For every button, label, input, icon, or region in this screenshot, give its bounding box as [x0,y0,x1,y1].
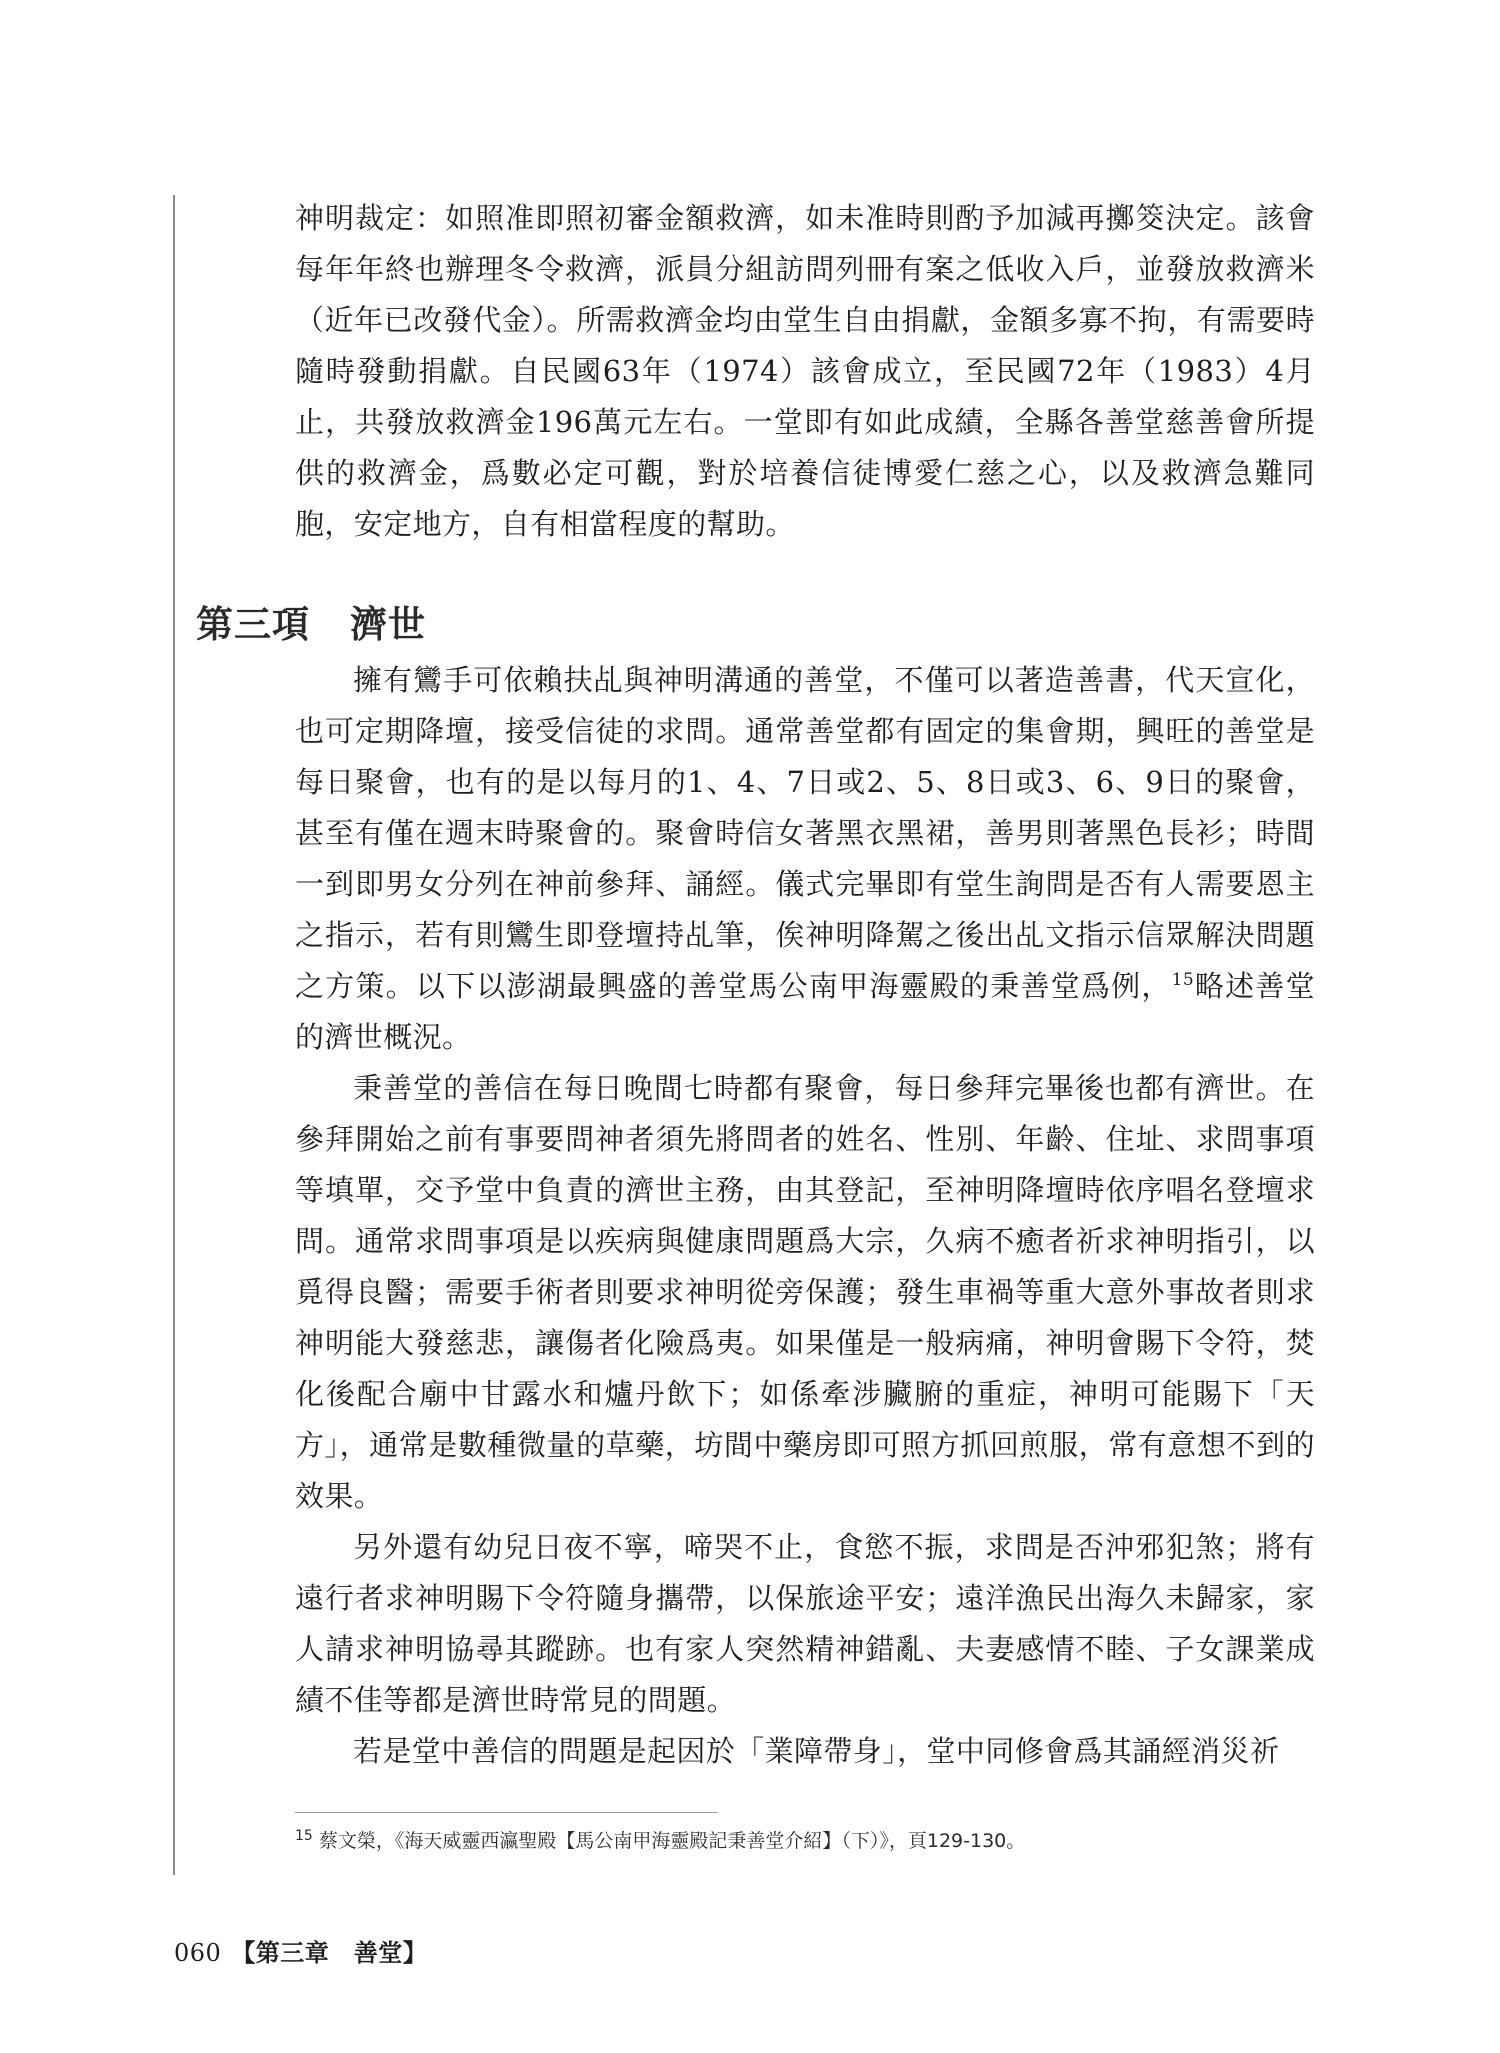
section-heading [196,594,426,648]
paragraph-2: 秉善堂的善信在每日晚間七時都有聚會，每日參拜完畢後也都有濟世。在參拜開始之前有事要問神者須先將問者的姓名、性別、年齡、住址、求問事項等填單，交予堂中負責的濟世主務，由其登記，至神明降壇時依序唱名登壇求問。通常求問事項是以疾病與健康問題爲大宗，久病不癒者祈求神明指引，以覓得良醫；需要手術者則要求神明從旁保護；發生車禍等重大意外事故者則求神明能大發慈悲，讓傷者化險爲夷。如果僅是一般病痛，神明會賜下令符，焚化後配合廟中甘露水和爐丹飲下；如係牽涉臟腑的重症，神明可能賜下「天方」，通常是數種微量的草藥，坊間中藥房即可照方抓回煎服，常有意想不到的效果。 [295,1071,1315,1513]
paragraph-3: 另外還有幼兒日夜不寧，啼哭不止，食慾不振，求問是否沖邪犯煞；將有遠行者求神明賜下令符隨身攜帶，以保旅途平安；遠洋漁民出海久未歸家，家人請求神明協尋其蹤跡。也有家人突然精神錯亂、夫妻感情不睦、子女課業成績不佳等都是濟世時常見的問題。 [295,1530,1315,1717]
footnote-number: 15 [295,1828,313,1844]
footnote-reference: 15 [1171,970,1195,990]
footnote [295,1828,1315,1854]
paragraph-1-text-end: 略述善堂的濟世概況。 [295,969,1315,1054]
section-number: 第三項 [196,603,310,646]
running-footer [174,1933,427,1968]
footnote-divider [295,1812,718,1813]
section-body [295,655,1315,1777]
chapter-label: 【第三章 善堂】 [231,1938,428,1967]
section-title: 濟世 [350,603,426,646]
page-number: 060 [174,1939,222,1967]
paragraph-1 [295,655,1315,1063]
paragraph-4: 若是堂中善信的問題是起因於「業障帶身」，堂中同修會爲其誦經消災祈 [353,1734,1280,1768]
margin-rule [173,195,175,1875]
paragraph-1-text: 擁有鸞手可依賴扶乩與神明溝通的善堂，不僅可以著造善書，代天宣化，也可定期降壇，接受信徒的求問。通常善堂都有固定的集會期，興旺的善堂是每日聚會，也有的是以每月的1、4、7日或2、5、8日或3、6、9日的聚會，甚至有僅在週末時聚會的。聚會時信女著黑衣黑裙，善男則著黑色長衫；時間一到即男女分列在神前參拜、誦經。儀式完畢即有堂生詢問是否有人需要恩主之指示，若有則鸞生即登壇持乩筆，俟神明降駕之後出乩文指示信眾解決問題之方策。以下以澎湖最興盛的善堂馬公南甲海靈殿的秉善堂爲例， [295,663,1315,1003]
top-paragraph: 神明裁定：如照准即照初審金額救濟，如未准時則酌予加減再擲筊決定。該會每年年終也辦理冬令救濟，派員分組訪問列冊有案之低收入戶，並發放救濟米（近年已改發代金）。所需救濟金均由堂生自由捐獻，金額多寡不拘，有需要時隨時發動捐獻。自民國63年（1974）該會成立，至民國72年（1983）4月止，共發放救濟金196萬元左右。一堂即有如此成績，全縣各善堂慈善會所提供的救濟金，爲數必定可觀，對於培養信徒博愛仁慈之心，以及救濟急難同胞，安定地方，自有相當程度的幫助。 [295,201,1315,541]
top-text-block [295,193,1315,550]
footnote-text: 蔡文榮，《海天威靈西瀛聖殿【馬公南甲海靈殿記秉善堂介紹】（下）》，頁129-130。 [318,1830,1026,1852]
